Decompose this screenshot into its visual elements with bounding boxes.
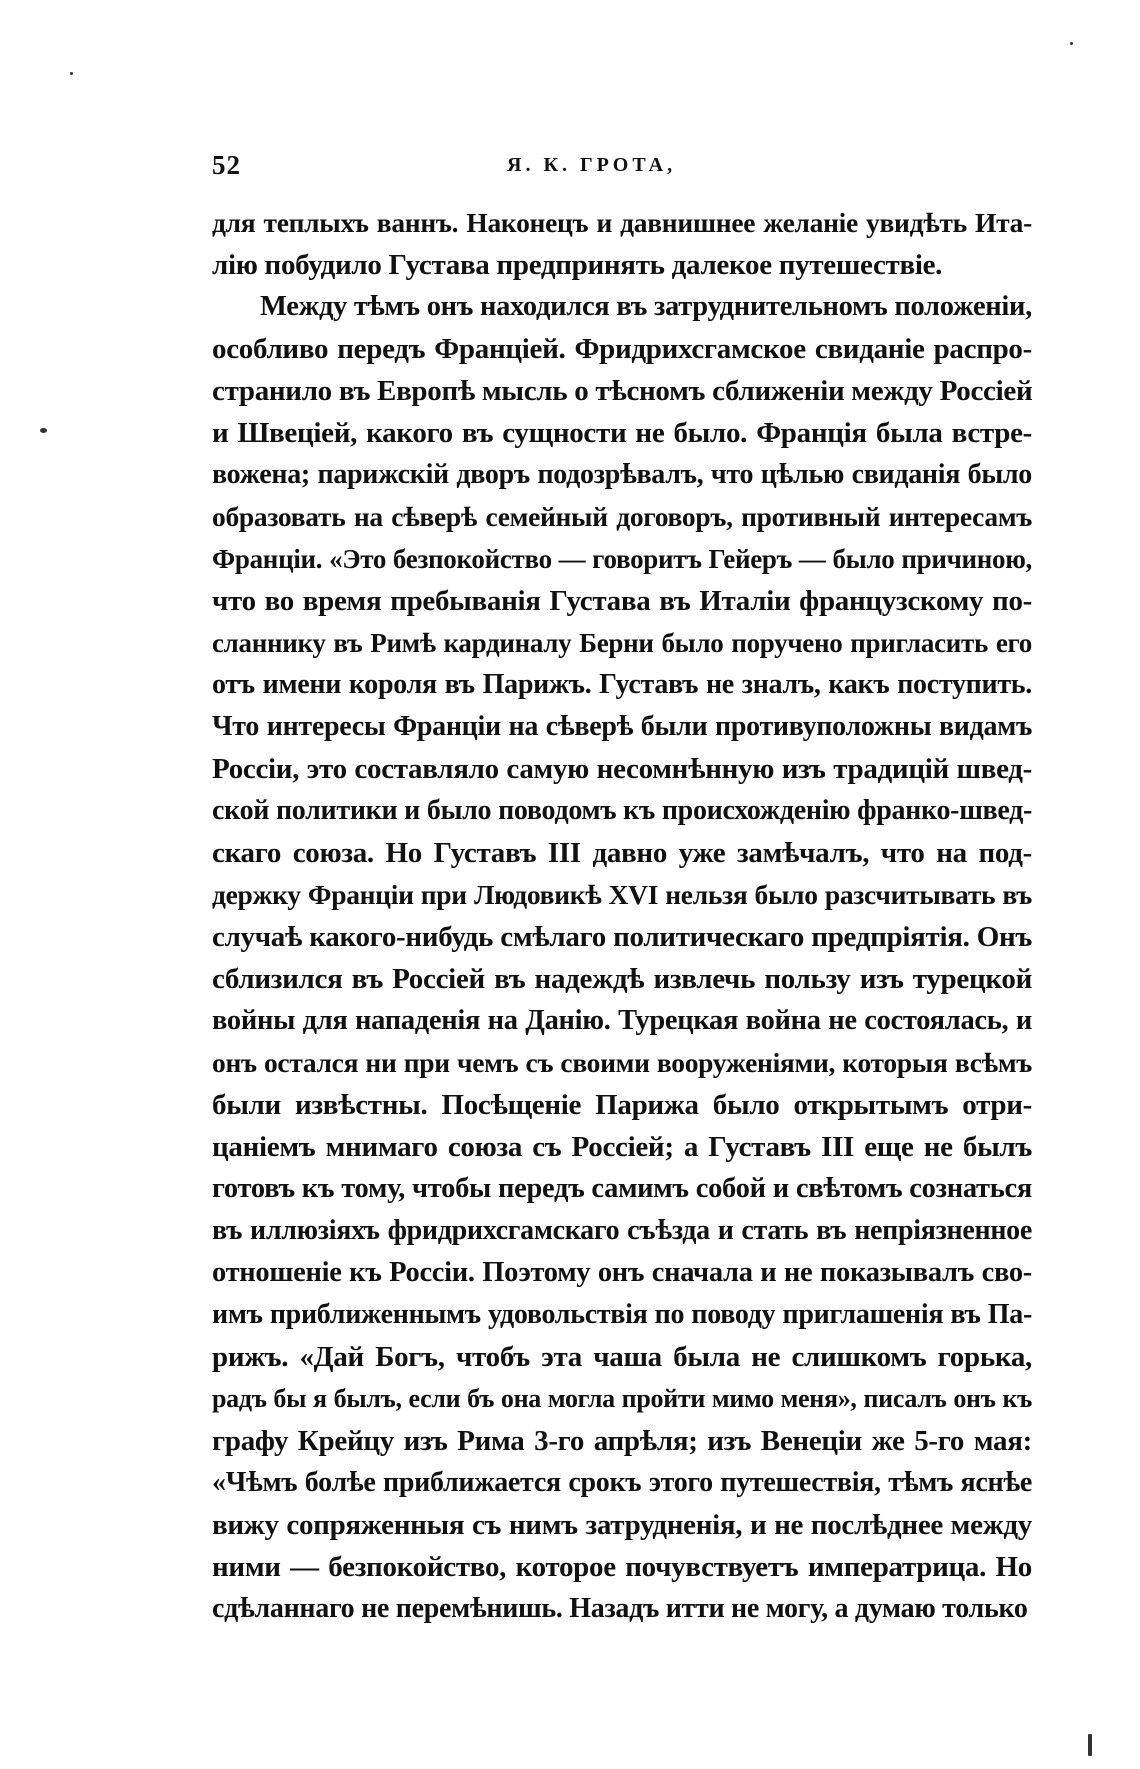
body-text bbox=[212, 202, 1032, 1630]
text-line: радъ бы я былъ, если бъ она могла пройти мимо меня», писалъ онъ къ bbox=[212, 1384, 1032, 1413]
text-line: Франціи. «Это безпокойство — говоритъ Гейеръ — было причиною, bbox=[212, 544, 1032, 574]
running-head: Я. К. ГРОТА, bbox=[507, 154, 677, 176]
text-line: сдѣланнаго не перемѣнишь. Назадъ итти не могу, а думаю только bbox=[212, 1593, 1028, 1624]
text-line: цаніемъ мнимаго союза съ Россіей; а Густавъ III еще не былъ bbox=[212, 1131, 1032, 1163]
text-line: скаго союза. Но Густавъ III давно уже замѣчалъ, что на под- bbox=[212, 837, 1032, 869]
text-line: сланнику въ Римѣ кардиналу Берни было поручено пригласить его bbox=[212, 628, 1032, 658]
scan-speck bbox=[1088, 1734, 1092, 1756]
text-line: готовъ къ тому, чтобы передъ самимъ собой и свѣтомъ сознаться bbox=[212, 1173, 1032, 1204]
scan-speck bbox=[1070, 42, 1073, 45]
text-line: особливо передъ Франціей. Фридрихсгамское свиданіе распро- bbox=[212, 333, 1032, 365]
page-number: 52 bbox=[212, 150, 241, 180]
text-line: сблизился въ Россіей въ надеждѣ извлечь пользу изъ турецкой bbox=[212, 963, 1032, 995]
text-line: имъ приближеннымъ удовольствія по поводу приглашенія въ Па- bbox=[212, 1299, 1032, 1330]
text-line: что во время пребыванія Густава въ Италіи французскому по- bbox=[212, 585, 1032, 617]
text-line: случаѣ какого-нибудь смѣлаго политическаго предпріятія. Онъ bbox=[212, 921, 1032, 953]
page-header bbox=[212, 140, 1032, 190]
text-line: лію побудило Густава предпринять далекое путешествіе. bbox=[212, 249, 943, 281]
text-line: въ иллюзіяхъ фридрихсгамскаго съѣзда и стать въ непріязненное bbox=[212, 1215, 1032, 1246]
text-line: странило въ Европѣ мысль о тѣсномъ сближеніи между Россіей bbox=[212, 375, 1033, 407]
text-line: войны для нападенія на Данію. Турецкая война не состоялась, и bbox=[212, 1005, 1032, 1036]
text-line: вижу сопряженныя съ нимъ затрудненія, и не послѣднее между bbox=[212, 1509, 1032, 1541]
text-line: онъ остался ни при чемъ съ своими вооруженіями, которыя всѣмъ bbox=[212, 1047, 1032, 1078]
text-line: отъ имени короля въ Парижъ. Густавъ не зналъ, какъ поступить. bbox=[212, 669, 1032, 700]
scan-speck bbox=[70, 72, 73, 75]
text-line: были извѣстны. Посѣщеніе Парижа было открытымъ отри- bbox=[212, 1089, 1032, 1121]
text-line: Что интересы Франціи на сѣверѣ были противуположны видамъ bbox=[212, 711, 1032, 742]
text-line: и Швеціей, какого въ сущности не было. Франція была встре- bbox=[212, 417, 1032, 449]
text-line: ской политики и было поводомъ къ происхожденію франко-швед- bbox=[212, 795, 1032, 826]
text-line: вожена; парижскій дворъ подозрѣвалъ, что цѣлью свиданія было bbox=[212, 459, 1032, 490]
text-line: Россіи, это составляло самую несомнѣнную изъ традицій швед- bbox=[212, 753, 1032, 785]
text-line: Между тѣмъ онъ находился въ затруднительномъ положеніи, bbox=[260, 291, 1032, 322]
text-line: ними — безпокойство, которое почувствуетъ императрица. Но bbox=[212, 1551, 1032, 1583]
text-line: отношеніе къ Россіи. Поэтому онъ сначала и не показывалъ сво- bbox=[212, 1257, 1032, 1288]
scan-speck bbox=[40, 428, 47, 433]
text-line: рижъ. «Дай Богъ, чтобъ эта чаша была не слишкомъ горька, bbox=[212, 1341, 1032, 1373]
text-line: графу Крейцу изъ Рима 3-го апрѣля; изъ Венеціи же 5-го мая: bbox=[212, 1425, 1032, 1457]
text-line: «Чѣмъ болѣе приближается срокъ этого путешествія, тѣмъ яснѣе bbox=[212, 1467, 1032, 1498]
text-line: держку Франціи при Людовикѣ XVI нельзя было разсчитывать въ bbox=[212, 879, 1032, 910]
text-line: образовать на сѣверѣ семейный договоръ, противный интересамъ bbox=[212, 501, 1032, 532]
text-line: для теплыхъ ваннъ. Наконецъ и давнишнее желаніе увидѣть Ита- bbox=[212, 207, 1032, 238]
